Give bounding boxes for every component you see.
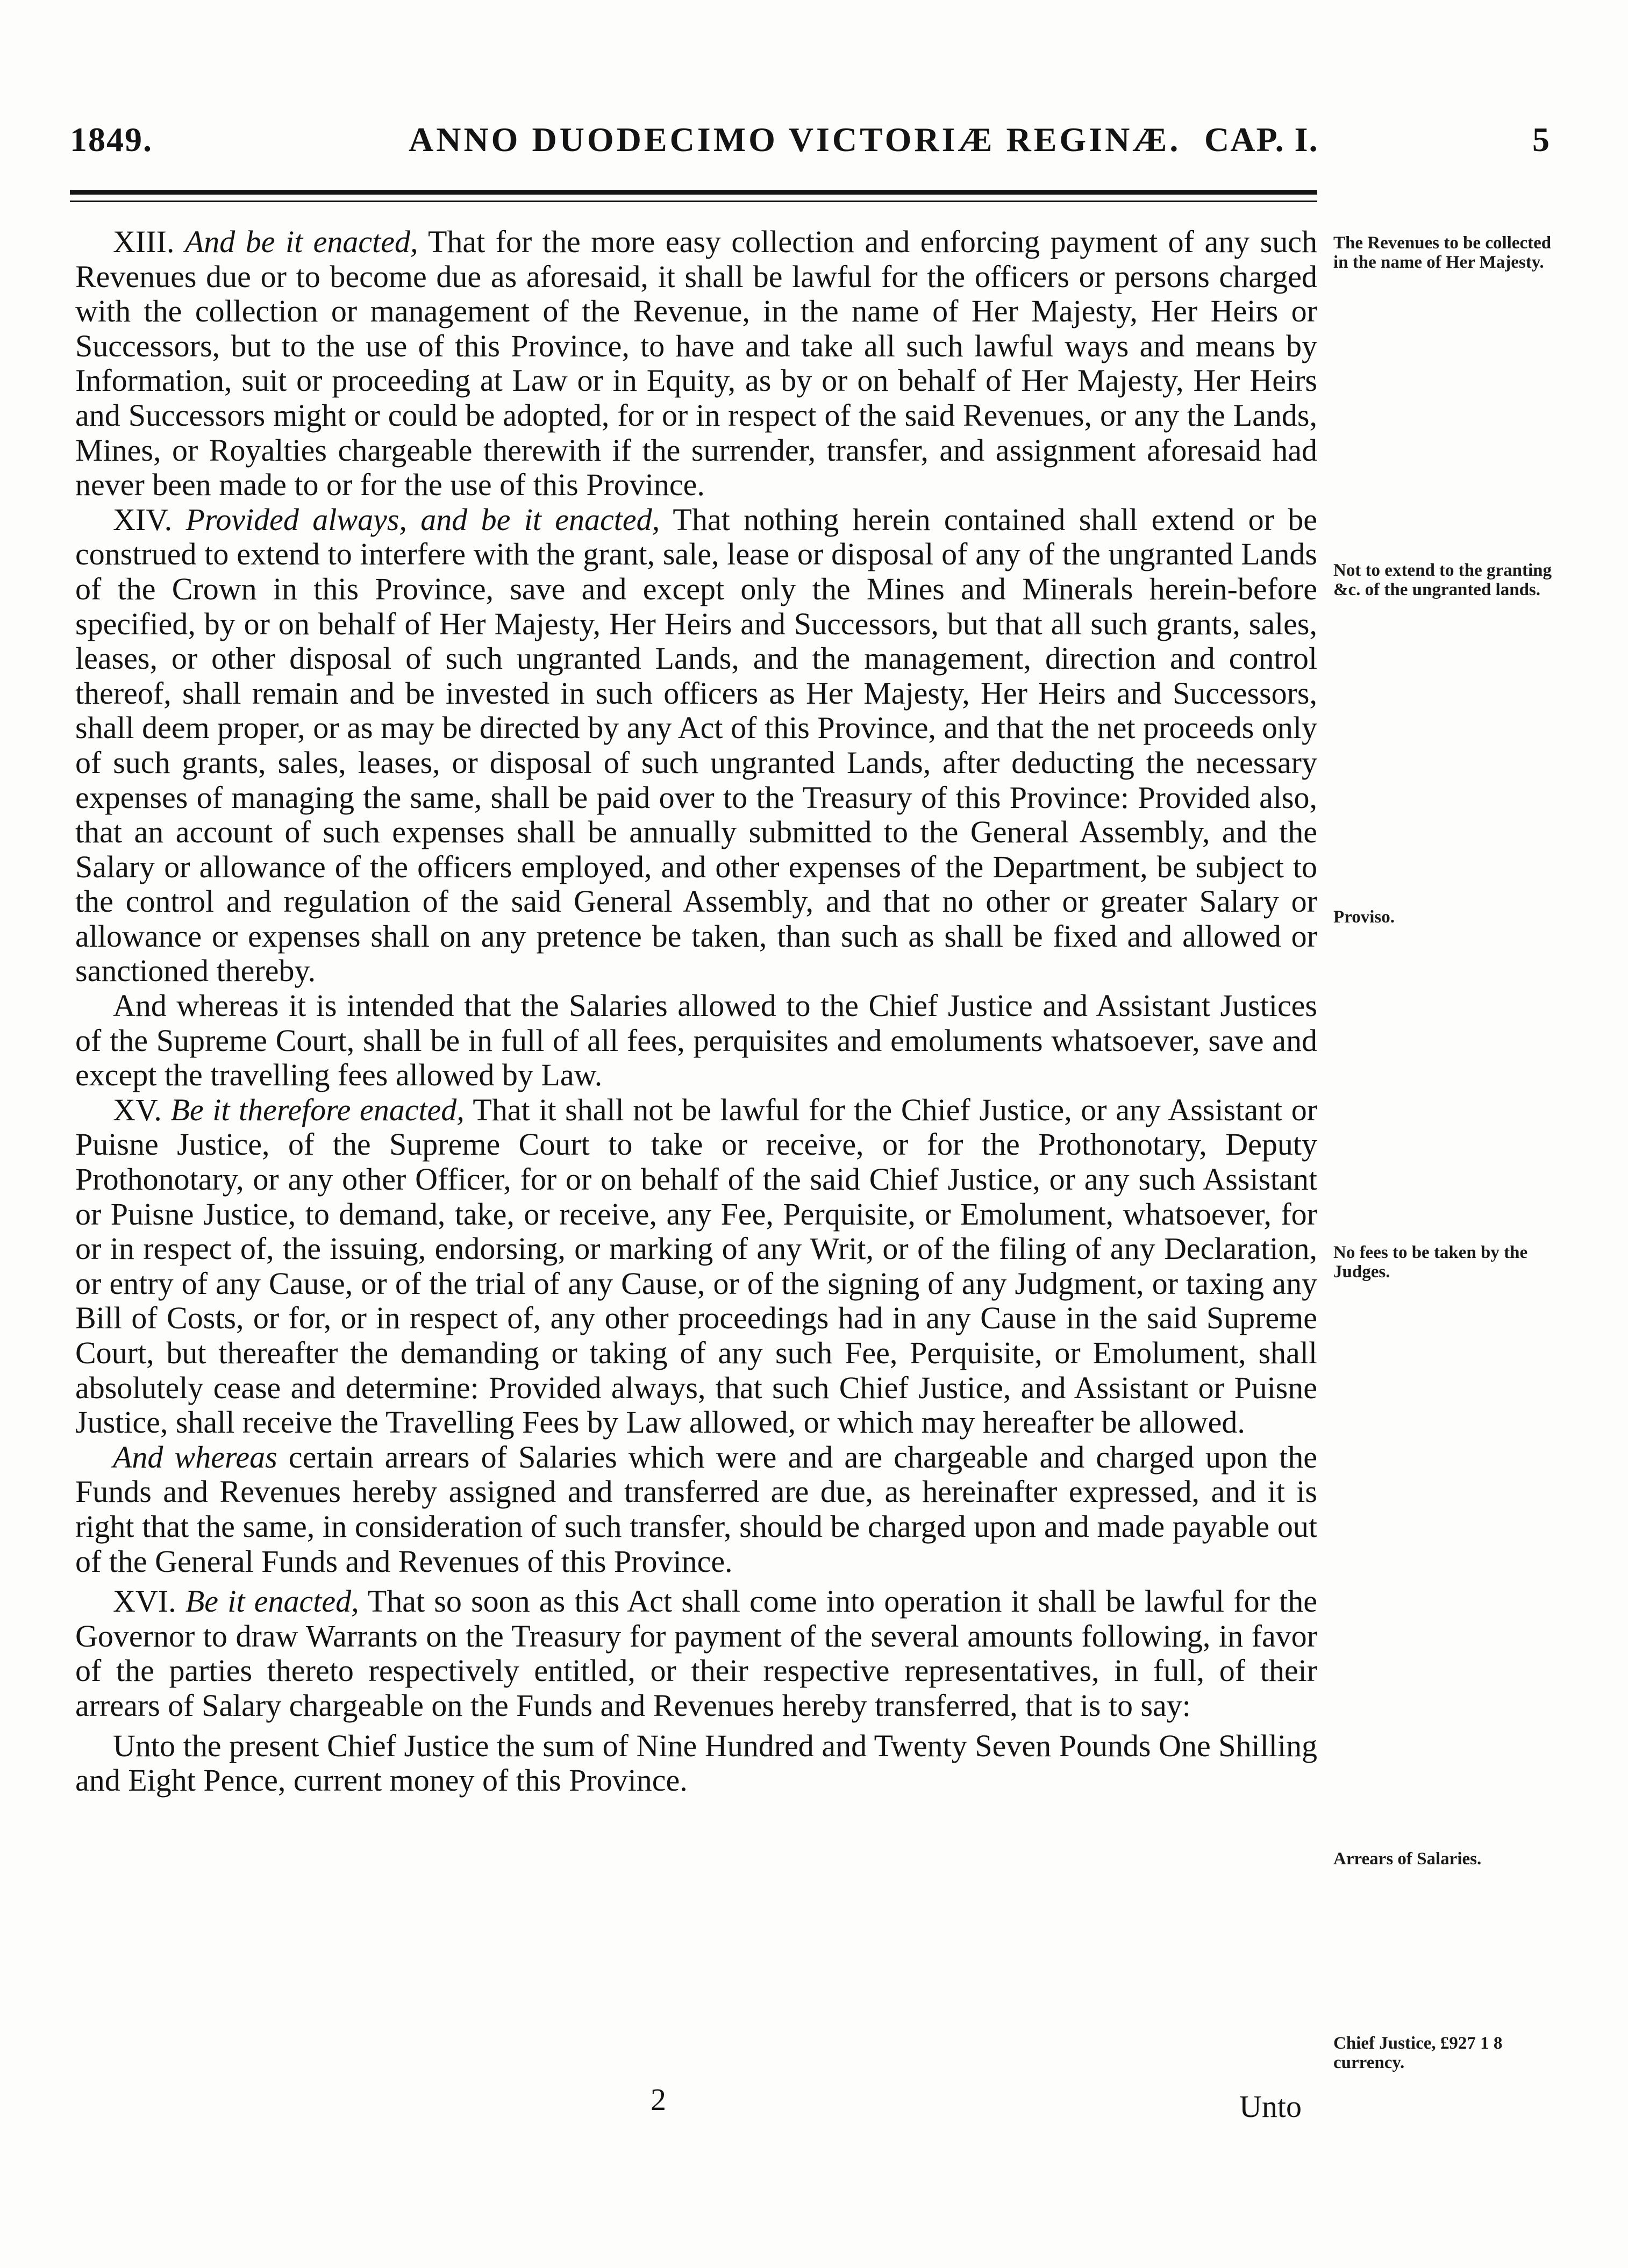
running-head-year: 1849.: [70, 120, 153, 159]
recital-arrears: [75, 1440, 1317, 1579]
section-xiii: [75, 225, 1317, 503]
section-xiv: [75, 503, 1317, 989]
recital-text: certain arrears of Salaries which were and are chargeable and charged upon the Funds and Revenues hereby assigned and transferred are due, as hereinafter expressed, and it is right that the same, in consideration of such transfer, should be charged upon and made payable out of the General Funds and Revenues of this Province.: [75, 1439, 1318, 1579]
section-text: That for the more easy collection and enforcing payment of any such Revenues due or to become due as aforesaid, it shall be lawful for the officers or persons charged with the collection or management of the Revenue, in the name of Her Majesty, Her Heirs or Successors, but to the use of this Province, to have and take all such lawful ways and means by Information, suit or proceeding at Law or in Equity, as by or on behalf of Her Majesty, Her Heirs and Successors might or could be adopted, for or in respect of the said Revenues, or any the Lands, Mines, or Royalties chargeable therewith if the surrender, transfer, and assignment aforesaid had never been made to or for the use of this Province.: [75, 224, 1318, 503]
running-head-title: ANNO DUODECIMO VICTORIÆ REGINÆ.: [409, 120, 1181, 159]
section-number: XIV.: [113, 502, 173, 537]
margin-note-revenues: The Revenues to be collected in the name of Her Majesty.: [1333, 233, 1552, 272]
section-xvi: [75, 1584, 1317, 1723]
header-rule-thin: [70, 201, 1317, 202]
margin-note-proviso: Proviso.: [1333, 907, 1395, 927]
catchword: Unto: [1239, 2089, 1302, 2124]
running-head-chapter: CAP. I.: [1204, 120, 1319, 159]
enacting-formula: Be it enacted,: [185, 1584, 359, 1619]
section-text: That nothing herein contained shall extend or be construed to extend to interfere with the grant, sale, lease or disposal of any of the ungranted Lands of the Crown in this Province, save and except only the Mines and Minerals herein-before specified, by or on behalf of Her Majesty, Her Heirs and Successors, but that all such grants, sales, leases, or other disposal of such ungranted Lands, and the management, direction and control thereof, shall remain and be invested in such officers as Her Majesty, Her Heirs and Successors, shall deem proper, or as may be directed by any Act of this Province, and that the net proceeds only of such grants, sales, leases, or disposal of such ungranted Lands, after deducting the necessary expenses of managing the same, shall be paid over to the Treasury of this Province: Provided also, that an account of such expenses shall be annually submitted to the General Assembly, and the Salary or allowance of the officers employed, and other expenses of the Department, be subject to the control and regulation of the said General Assembly, and that no other or greater Salary or allowance or expenses shall on any pretence be taken, than such as shall be fixed and allowed or sanctioned thereby.: [75, 502, 1317, 989]
margin-note-ungranted-lands: Not to extend to the granting &c. of the ungranted lands.: [1333, 561, 1552, 599]
section-number: XVI.: [113, 1584, 176, 1619]
recital-formula: And whereas: [113, 1439, 277, 1475]
recital-salaries: And whereas it is intended that the Salaries allowed to the Chief Justice and Assistant Justices of the Supreme Court, shall be in full of all fees, perquisites and emoluments whatsoever, save and except the travelling fees allowed by Law.: [75, 988, 1317, 1093]
margin-note-chief-justice: Chief Justice, £927 1 8 currency.: [1333, 2034, 1503, 2072]
enacting-formula: Be it therefore enacted,: [170, 1092, 465, 1127]
section-number: XV.: [113, 1092, 162, 1127]
page-number: 5: [1532, 120, 1551, 159]
header-rule-thick: [70, 190, 1317, 195]
payment-chief-justice: Unto the present Chief Justice the sum of Nine Hundred and Twenty Seven Pounds One Shilling and Eight Pence, current money of this Province.: [75, 1728, 1317, 1798]
enacting-formula: Provided always, and be it enacted,: [185, 502, 660, 537]
section-number: XIII.: [113, 224, 175, 259]
section-text: That it shall not be lawful for the Chief Justice, or any Assistant or Puisne Justice, of the Supreme Court to take or receive, or for the Prothonotary, Deputy Prothonotary, or any other Officer, for or on behalf of the said Chief Justice, or any such Assistant or Puisne Justice, to demand, take, or receive, any Fee, Perquisite, or Emolument, whatsoever, for or in respect of, the issuing, endorsing, or marking of any Writ, or of the filing of any Declaration, or entry of any Cause, or of the trial of any Cause, or of the signing of any Judgment, or taxing any Bill of Costs, or for, or in respect of, any other proceedings had in any Cause in the said Supreme Court, but thereafter the demanding or taking of any such Fee, Perquisite, or Emolument, shall absolutely cease and determine: Provided always, that such Chief Justice, and Assistant or Puisne Justice, shall receive the Travelling Fees by Law allowed, or which may hereafter be allowed.: [75, 1092, 1318, 1440]
body-text-column: [75, 225, 1317, 1798]
margin-note-judges-fees: No fees to be taken by the Judges.: [1333, 1243, 1528, 1282]
margin-note-arrears: Arrears of Salaries.: [1333, 1849, 1482, 1869]
section-xv: [75, 1093, 1317, 1440]
printer-signature-mark: 2: [651, 2082, 666, 2117]
section-text: That so soon as this Act shall come into operation it shall be lawful for the Governor to draw Warrants on the Treasury for payment of the several amounts following, in favor of the parties thereto respectively entitled, or their respective representatives, in full, of their arrears of Salary chargeable on the Funds and Revenues hereby transferred, that is to say:: [75, 1584, 1318, 1723]
enacting-formula: And be it enacted,: [184, 224, 418, 259]
